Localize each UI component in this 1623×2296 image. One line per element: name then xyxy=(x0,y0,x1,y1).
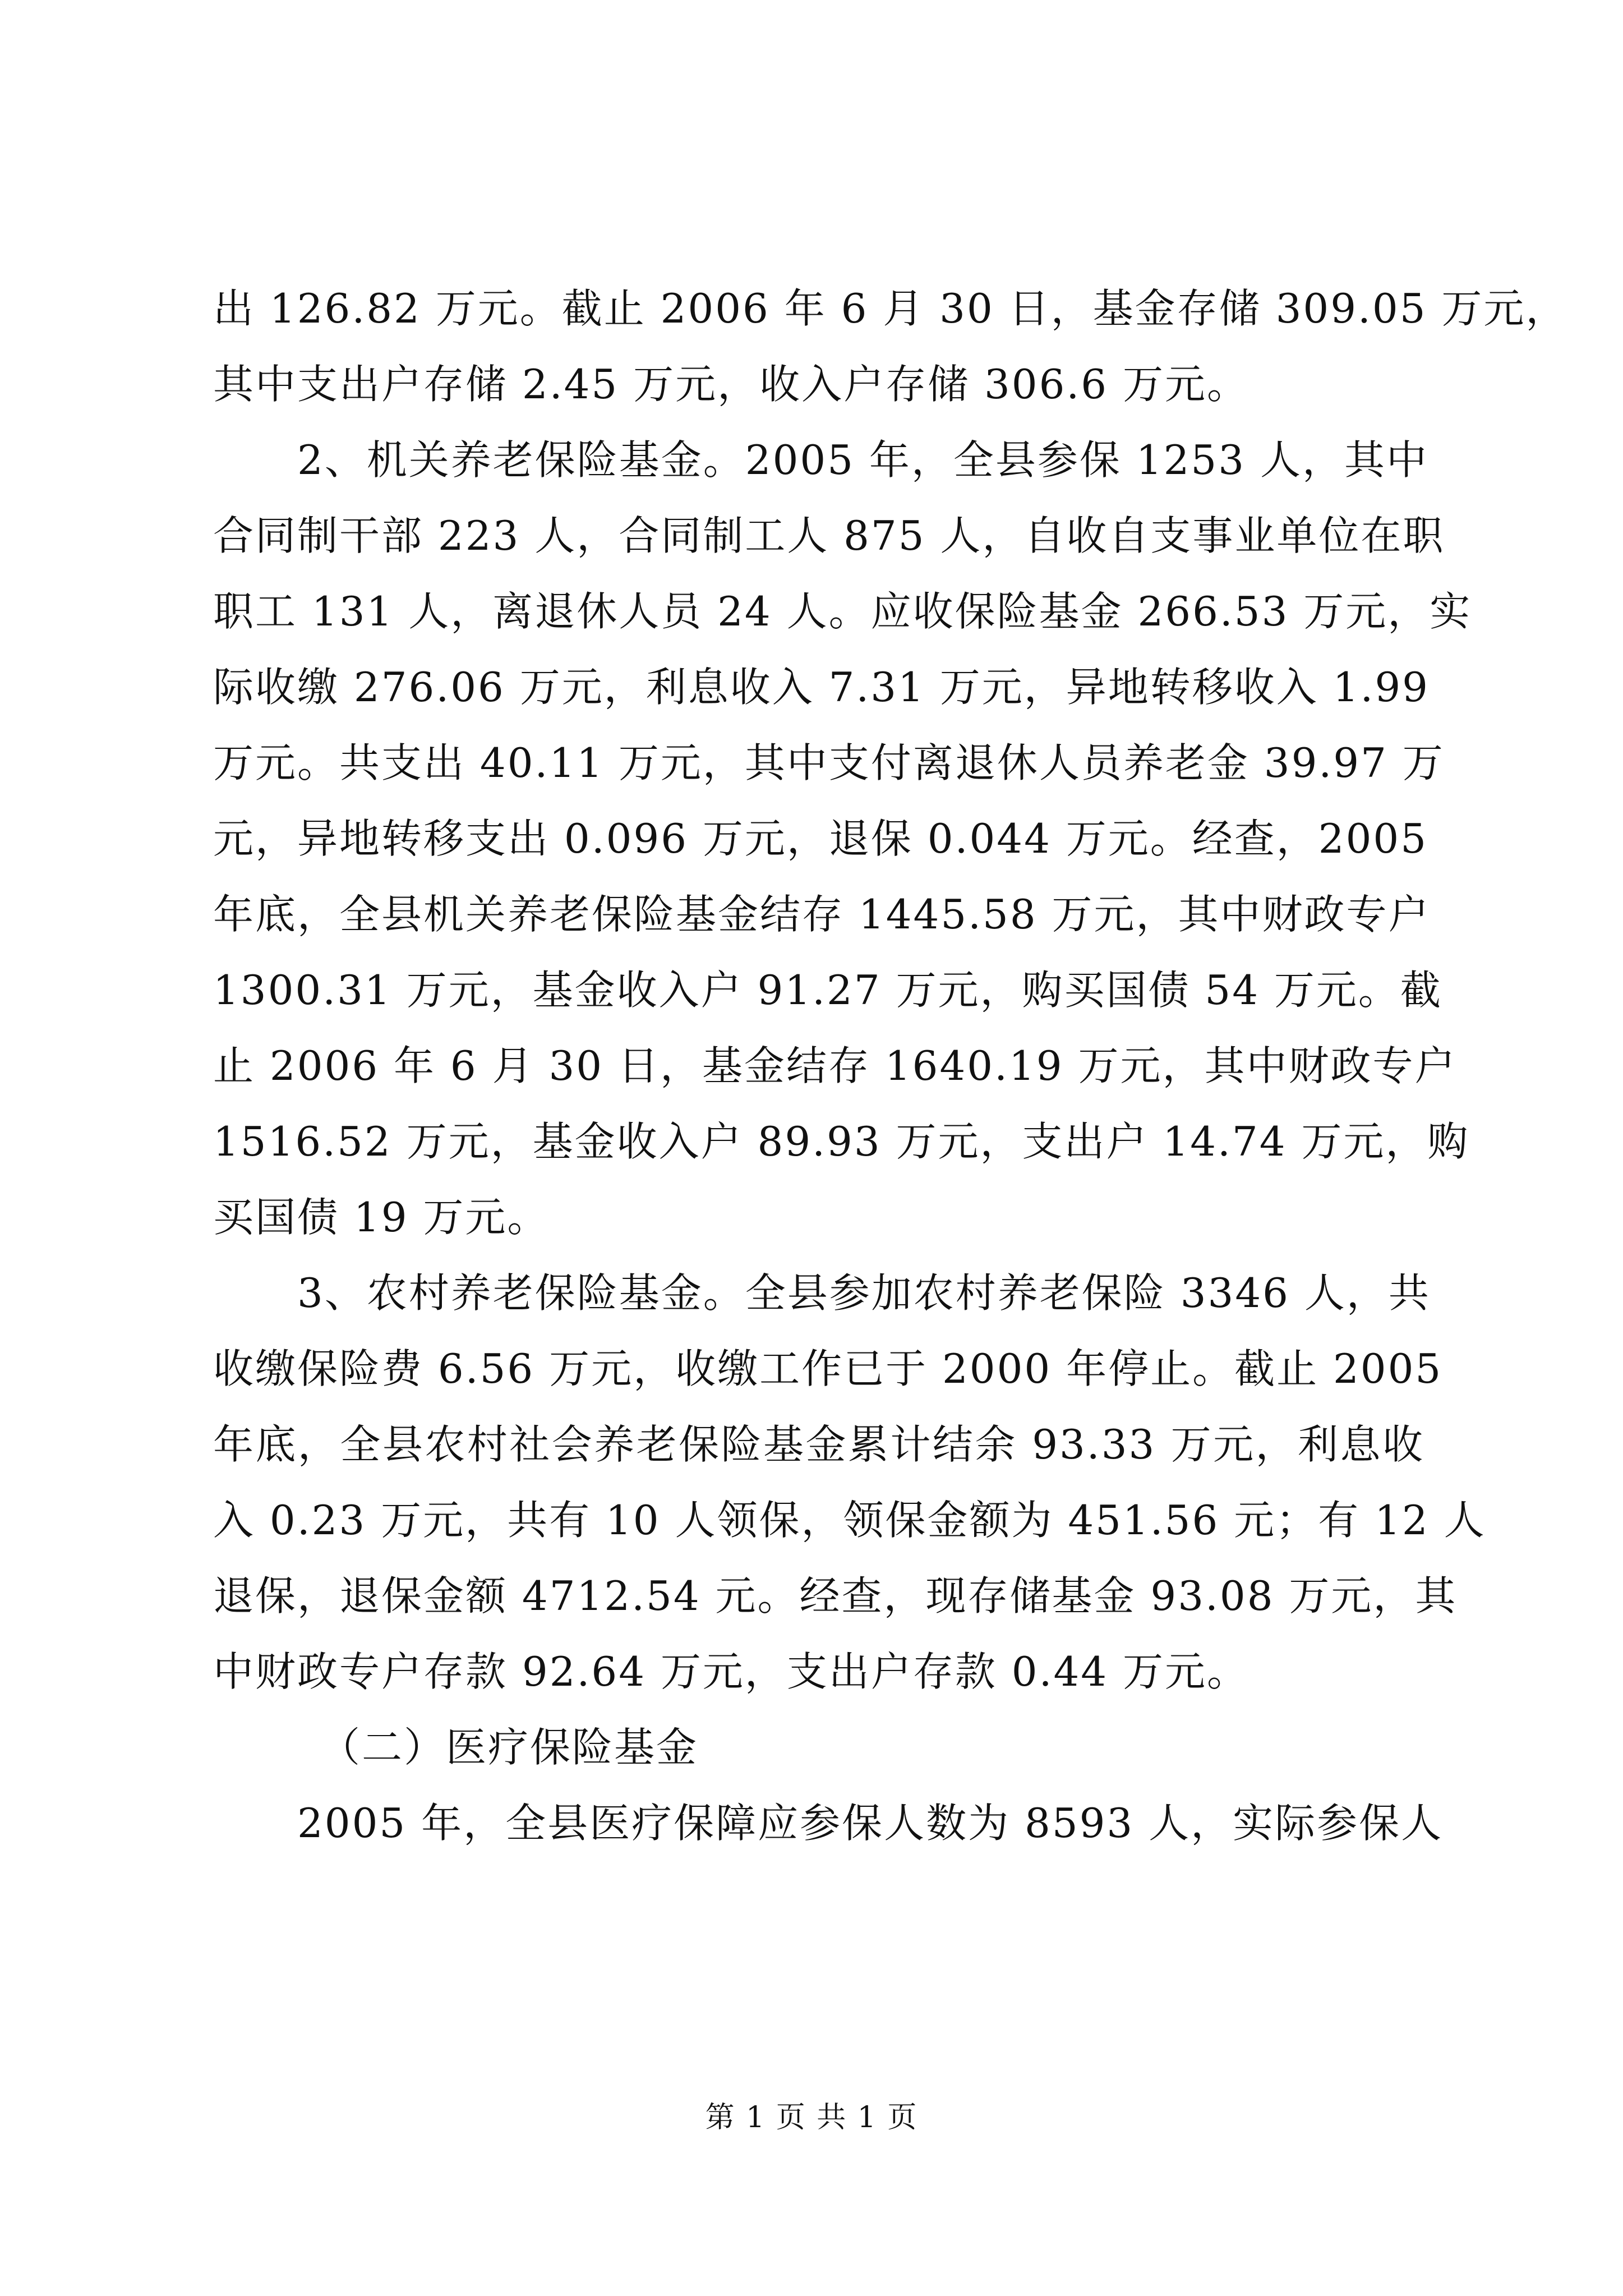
section-heading: （二）医疗保险基金 xyxy=(320,1724,699,1771)
text-line: 退保，退保金额 4712.54 元。经查，现存储基金 93.08 万元，其 xyxy=(213,1572,1458,1619)
text-line: 际收缴 276.06 万元，利息收入 7.31 万元，异地转移收入 1.99 xyxy=(213,664,1430,711)
text-line: 3、农村养老保险基金。全县参加农村养老保险 3346 人，共 xyxy=(297,1269,1431,1317)
text-line: 止 2006 年 6 月 30 日，基金结存 1640.19 万元，其中财政专户 xyxy=(213,1042,1457,1089)
text-line: 年底，全县农村社会养老保险基金累计结余 93.33 万元，利息收 xyxy=(213,1421,1424,1468)
text-line: 其中支出户存储 2.45 万元，收入户存储 306.6 万元。 xyxy=(213,361,1249,408)
text-line: 年底，全县机关养老保险基金结存 1445.58 万元，其中财政专户 xyxy=(213,891,1431,938)
page-number-footer: 第 1 页 共 1 页 xyxy=(705,2101,918,2134)
text-line: 收缴保险费 6.56 万元，收缴工作已于 2000 年停止。截止 2005 xyxy=(213,1345,1443,1392)
text-line: 1516.52 万元，基金收入户 89.93 万元，支出户 14.74 万元，购 xyxy=(213,1118,1470,1165)
text-line: 2005 年，全县医疗保障应参保人数为 8593 人，实际参保人 xyxy=(297,1800,1444,1847)
text-line: 万元。共支出 40.11 万元，其中支付离退休人员养老金 39.97 万 xyxy=(213,739,1445,786)
text-line: 合同制干部 223 人，合同制工人 875 人，自收自支事业单位在职 xyxy=(213,512,1445,559)
text-line: 2、机关养老保险基金。2005 年，全县参保 1253 人，其中 xyxy=(297,436,1428,484)
text-line: 1300.31 万元，基金收入户 91.27 万元，购买国债 54 万元。截 xyxy=(213,967,1442,1014)
text-line: 职工 131 人，离退休人员 24 人。应收保险基金 266.53 万元，实 xyxy=(213,588,1472,635)
text-line: 中财政专户存款 92.64 万元，支出户存款 0.44 万元。 xyxy=(213,1648,1249,1695)
text-line: 买国债 19 万元。 xyxy=(213,1194,550,1241)
text-line: 入 0.23 万元，共有 10 人领保，领保金额为 451.56 元；有 12 人 xyxy=(213,1497,1486,1544)
text-line: 元，异地转移支出 0.096 万元，退保 0.044 万元。经查，2005 xyxy=(213,815,1428,862)
text-line: 出 126.82 万元。截止 2006 年 6 月 30 日，基金存储 309.05 万元， xyxy=(213,285,1568,332)
